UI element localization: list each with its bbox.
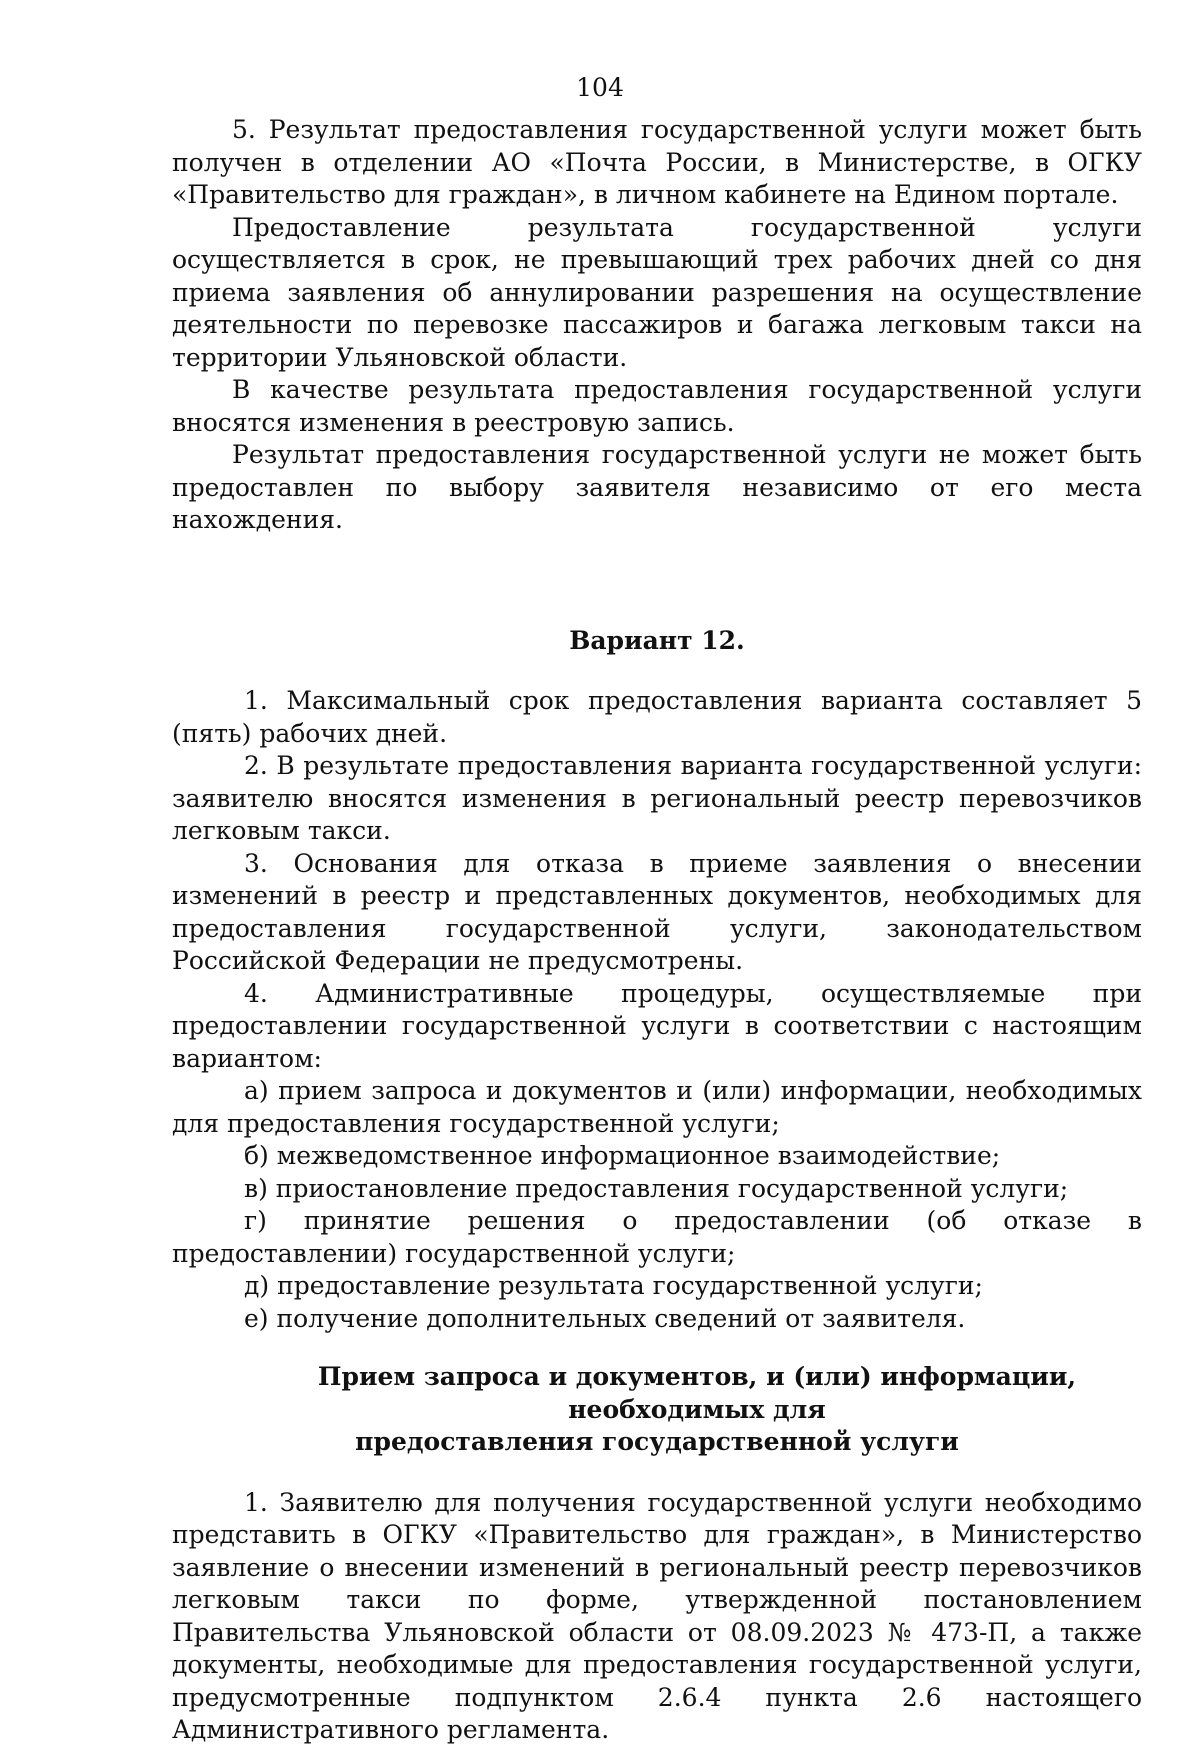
result-paragraph-5: 5. Результат предоставления государственной услуги может быть получен в отделении АО «Почта России, в Министерстве, в ОГКУ «Правительство для граждан», в личном кабинете на Едином портале. [172,115,1142,209]
procedure-v: в) приостановление предоставления государственной услуги; [244,1173,1069,1203]
variant-item-2: 2. В результате предоставления варианта государственной услуги: заявителю вносятся изменения в региональный реестр перевозчиков легковым такси. [172,751,1142,845]
application-paragraph-1: 1. Заявителю для получения государственной услуги необходимо представить в ОГКУ «Правительство для граждан», в Министерство заявление о внесении изменений в региональный реестр перевозчиков легковым такси по форме, утвержденной постановлением Правительства Ульяновской области от 08.09.2023 № 473-П, а также документы, необходимые для предоставления государственной услуги, предусмотренные подпунктом 2.6.4 пункта 2.6 настоящего Административного регламента. [172,1487,1142,1744]
variant-item-3: 3. Основания для отказа в приеме заявления о внесении изменений в реестр и представленных документов, необходимых для предоставления государственной услуги, законодательством Российской Федерации не предусмотрены. [172,848,1142,975]
section-heading-line-1: Прием запроса и документов, и (или) информации, необходимых для [317,1362,1077,1424]
procedure-e: е) получение дополнительных сведений от заявителя. [244,1303,966,1333]
procedure-g: г) принятие решения о предоставлении (об отказе в предоставлении) государственной услуги; [172,1206,1142,1268]
procedure-b: б) межведомственное информационное взаимодействие; [244,1141,1001,1170]
page-body [172,114,1142,1747]
result-registry-paragraph: В качестве результата предоставления государственной услуги вносятся изменения в реестровую запись. [172,375,1142,437]
procedure-a: а) прием запроса и документов и (или) информации, необходимых для предоставления государственной услуги; [172,1076,1142,1138]
section-heading-line-2: предоставления государственной услуги [355,1427,959,1456]
variant-item-1: 1. Максимальный срок предоставления варианта составляет 5 (пять) рабочих дней. [172,686,1142,748]
result-location-paragraph: Результат предоставления государственной услуги не может быть предоставлен по выбору заявителя независимо от его места нахождения. [172,440,1142,534]
variant-item-4: 4. Административные процедуры, осуществляемые при предоставлении государственной услуги в соответствии с настоящим вариантом: [172,978,1142,1073]
variant-title: Вариант 12. [569,625,745,655]
procedure-d: д) предоставление результата государственной услуги; [244,1271,983,1300]
result-term-paragraph: Предоставление результата государственной услуги осуществляется в срок, не превышающий трех рабочих дней со дня приема заявления об аннулировании разрешения на осуществление деятельности по перевозке пассажиров и багажа легковым такси на территории Ульяновской области. [172,212,1142,372]
page-number: 104 [576,73,624,102]
